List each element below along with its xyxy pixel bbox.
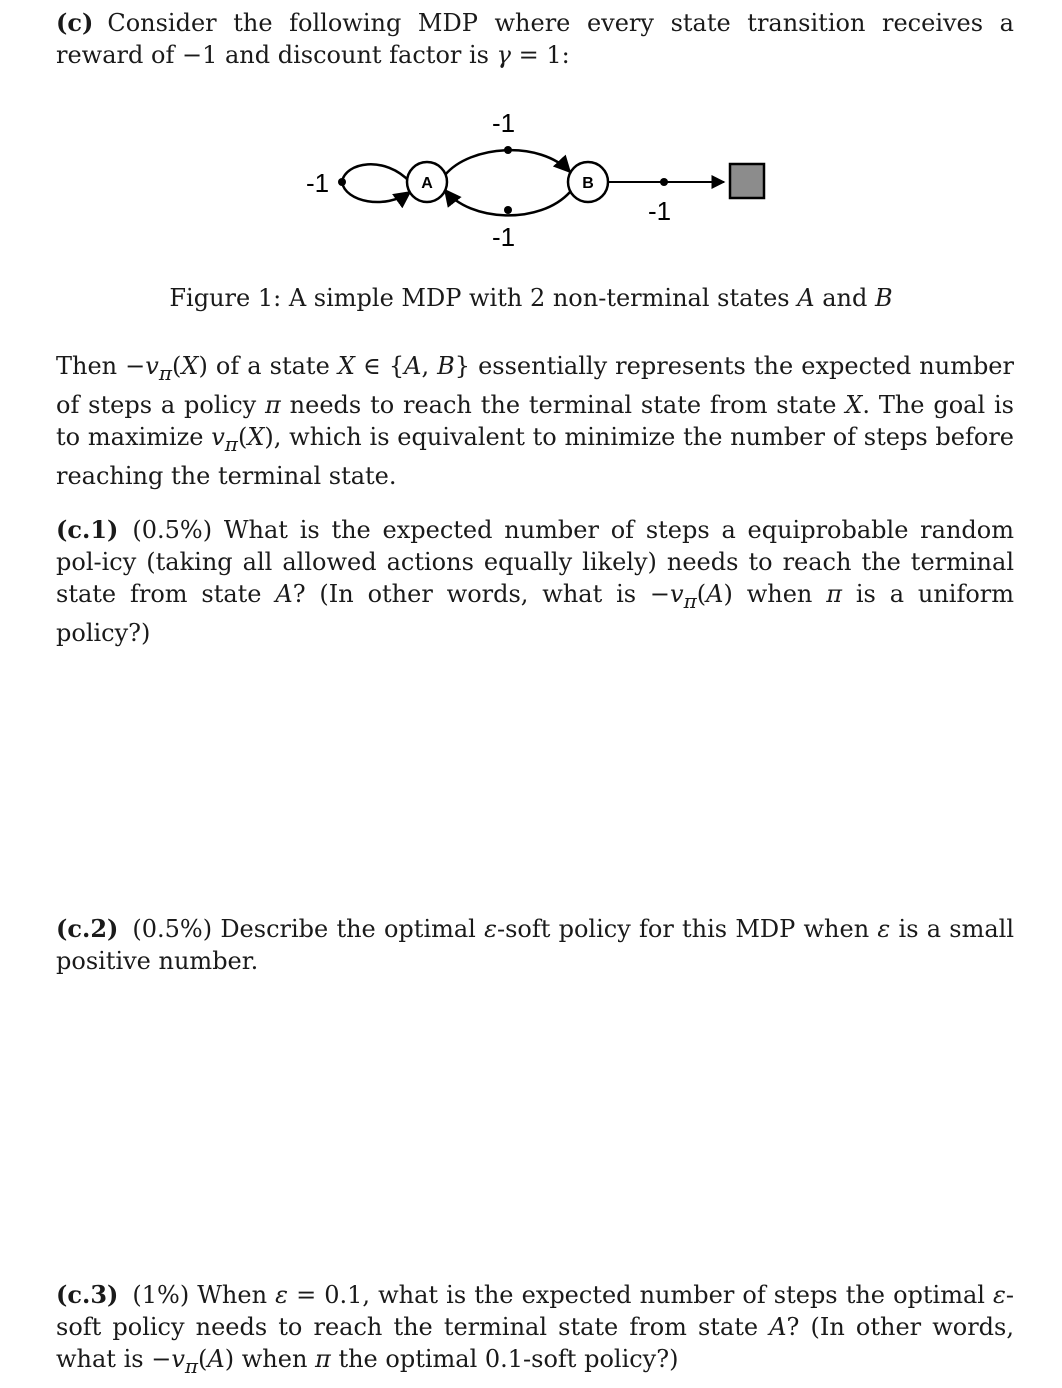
question-c1-label: (c.1) [56, 515, 119, 544]
terminal-action-dot [660, 178, 668, 186]
bottom-reward: -1 [492, 222, 516, 252]
mdp-diagram [290, 100, 780, 260]
question-c2-label: (c.2) [56, 914, 119, 943]
part-c-label: (c) [56, 8, 94, 37]
top-action-dot [504, 146, 512, 154]
top-reward: -1 [492, 108, 516, 138]
question-c1: (c.1) (0.5%) What is the expected number of steps a equiprobable random pol-icy (taking all allowed actions equally likely) needs to reach the terminal state from state A? (In other words, what is $-v_\pi(A)$ when π is a uniform policy?) [56, 515, 1015, 647]
self-loop-edge [342, 164, 410, 202]
intro-paragraph: Then $-v_\pi(X)$ of a state X ∈ {A, B} essentially represents the expected number of steps a policy π needs to reach the terminal state from state X. The goal is to maximize $v_\pi(X)$, which is equivalent to minimize the number of steps before reaching the terminal state. [56, 352, 1014, 490]
state-a-label: A [421, 175, 433, 192]
question-c3: (c.3) (1%) When ε = 0.1, what is the expected number of steps the optimal ε-soft policy needs to reach the terminal state from state A? (In other words, what is $-v_\pi(A)$ when π the optimal 0.1-soft policy?) [56, 1280, 1015, 1378]
question-c3-label: (c.3) [56, 1280, 119, 1309]
state-b-label: B [582, 175, 594, 192]
self-loop-reward: -1 [306, 168, 330, 198]
bottom-action-dot [504, 206, 512, 214]
terminal-state [730, 164, 764, 198]
question-c2: (c.2) (0.5%) Describe the optimal ε-soft policy for this MDP when ε is a small positive number. [56, 914, 1014, 975]
terminal-reward: -1 [648, 196, 672, 226]
figure-caption: Figure 1: A simple MDP with 2 non-terminal states A and B [169, 284, 893, 312]
part-c-question: (c) Consider the following MDP where every state transition receives a reward of −1 and discount factor is γ = 1: [56, 8, 1014, 69]
self-loop-action-dot [338, 178, 346, 186]
